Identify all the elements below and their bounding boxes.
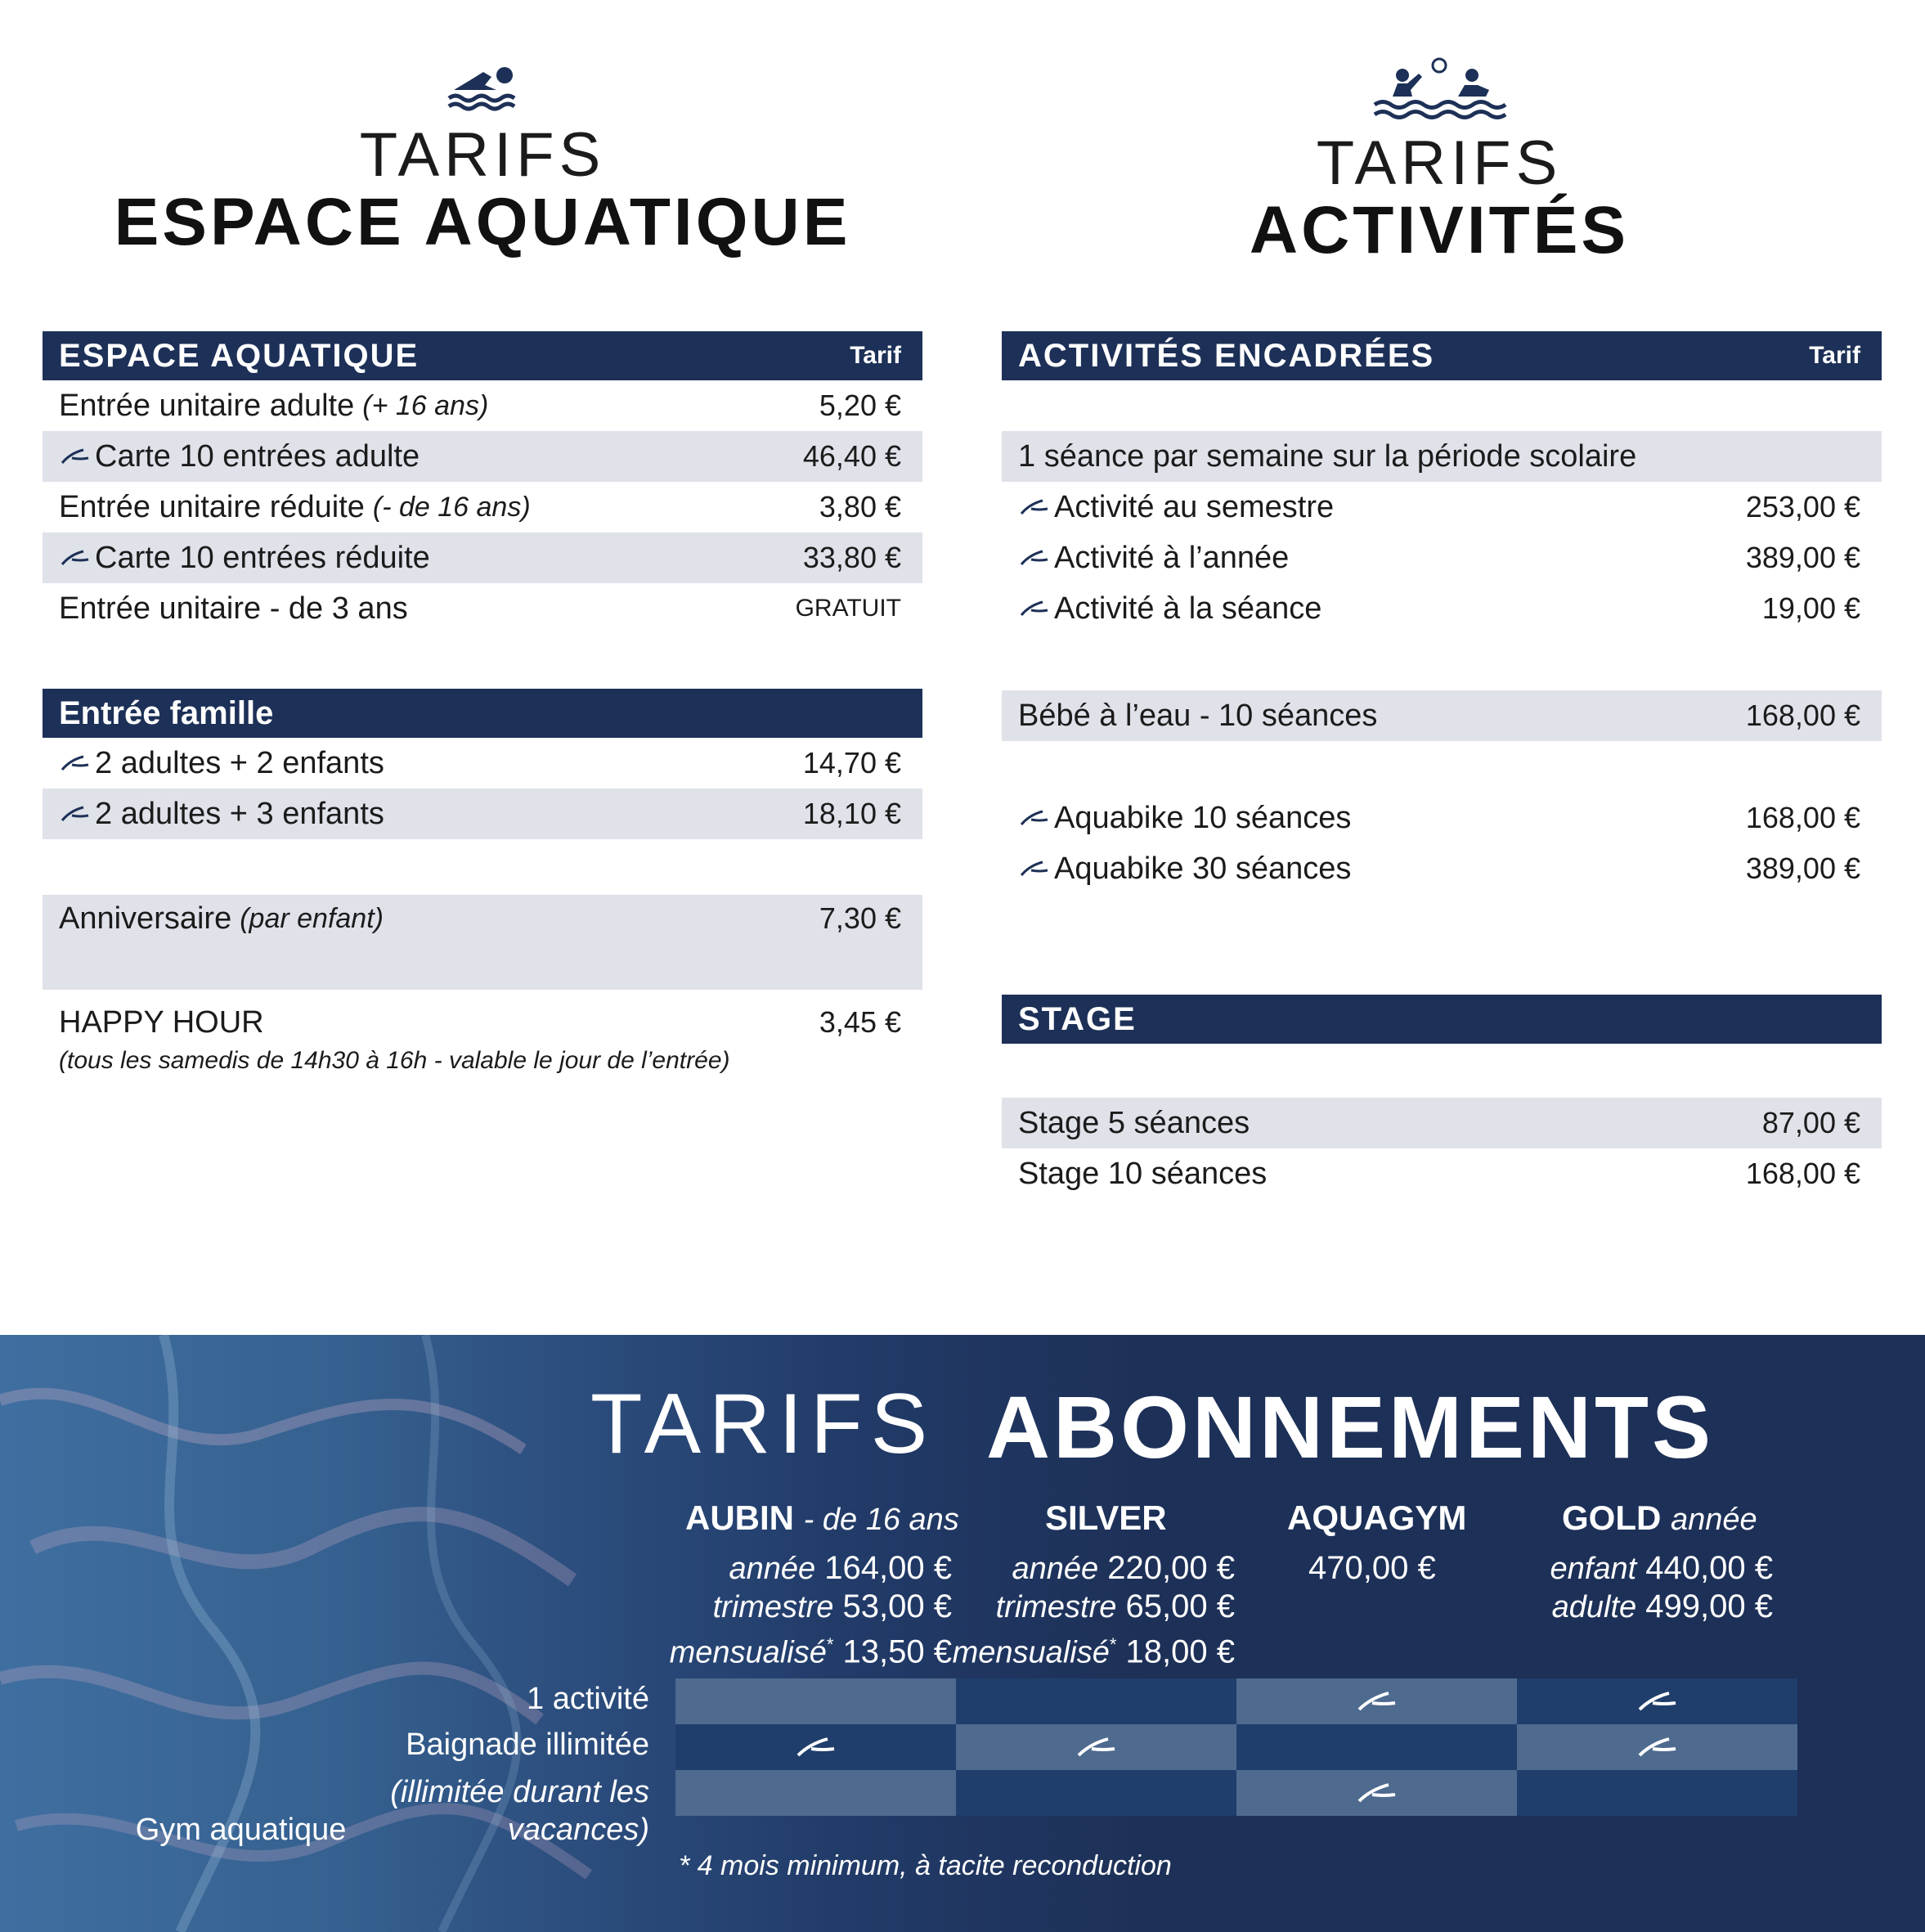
- tarif-label: Tarif: [1809, 342, 1860, 369]
- swimmer-icon: [446, 57, 519, 115]
- table-header: [1002, 995, 1882, 1044]
- checkmark-icon: [1075, 1736, 1118, 1759]
- plan-name: AQUAGYM: [1287, 1498, 1467, 1537]
- row-price: 87,00 €: [1761, 1106, 1860, 1139]
- feature-row: [675, 1724, 1797, 1770]
- feature-cell: [956, 1724, 1236, 1770]
- table-row: [1002, 532, 1882, 583]
- happy-hour-note: (tous les samedis de 14h30 à 16h - valable le jour de l’entrée): [59, 1047, 730, 1074]
- row-price: 3,80 €: [819, 490, 901, 523]
- table-row: [43, 738, 922, 789]
- price-period: mensualisé: [952, 1635, 1110, 1670]
- table-header: [43, 331, 922, 380]
- feature-note: (illimitée durant les vacances): [390, 1775, 649, 1847]
- water-polo-icon: [1370, 57, 1509, 123]
- row-label: Entrée unitaire adulte: [59, 388, 355, 423]
- activites-table: [1002, 331, 1882, 634]
- table-row: [1002, 690, 1882, 741]
- feature-label: Gym aquatique: [135, 1813, 347, 1847]
- row-label: Aquabike 30 séances: [1054, 851, 1352, 886]
- plan-silver-header: [1045, 1498, 1167, 1538]
- row-label: Aquabike 10 séances: [1054, 800, 1352, 835]
- right-title-thin: TARIFS: [1316, 128, 1563, 198]
- price-value: 499,00 €: [1645, 1588, 1773, 1624]
- feature-cell: [675, 1678, 956, 1724]
- table-row: [43, 482, 922, 532]
- feature-cell: [1517, 1678, 1797, 1724]
- row-price: 18,10 €: [802, 797, 901, 830]
- row-note: (+ 16 ans): [362, 389, 489, 421]
- table-row: [43, 380, 922, 431]
- table-row: [1002, 1148, 1882, 1199]
- row-price: 19,00 €: [1761, 591, 1860, 625]
- row-price: 168,00 €: [1745, 699, 1860, 732]
- table-row: [1002, 843, 1882, 894]
- table-row: [43, 532, 922, 583]
- row-price: 14,70 €: [802, 746, 901, 780]
- row-label: Activité à l’année: [1054, 540, 1290, 575]
- row-label: Stage 5 séances: [1018, 1105, 1250, 1140]
- feature-row: [675, 1770, 1797, 1816]
- table-row: [43, 431, 922, 482]
- row-price: 168,00 €: [1745, 801, 1860, 834]
- row-label: 2 adultes + 3 enfants: [95, 796, 384, 831]
- row-label: Carte 10 entrées réduite: [95, 540, 430, 575]
- row-price: 168,00 €: [1745, 1157, 1860, 1190]
- plan-name: SILVER: [1045, 1498, 1167, 1537]
- row-label: Carte 10 entrées adulte: [95, 438, 420, 474]
- feature-cell: [956, 1678, 1236, 1724]
- table-row: [43, 789, 922, 839]
- checkmark-icon: [1018, 859, 1051, 878]
- happy-hour-block: [43, 998, 922, 1075]
- price-value: 53,00 €: [842, 1588, 952, 1624]
- plan-silver-prices: [953, 1549, 1235, 1671]
- feature-cell: [1236, 1678, 1517, 1724]
- row-label: Anniversaire: [59, 901, 232, 936]
- row-price: GRATUIT: [795, 595, 901, 622]
- plan-aquagym-header: [1287, 1498, 1466, 1538]
- feature-cell: [675, 1724, 956, 1770]
- table-header-title: ACTIVITÉS ENCADRÉES: [1018, 337, 1435, 374]
- price-value: 470,00 €: [1308, 1550, 1436, 1586]
- table-header: [1002, 331, 1882, 380]
- price-value: 18,00 €: [1125, 1633, 1235, 1670]
- table-row: [1002, 482, 1882, 532]
- price-value: 220,00 €: [1107, 1550, 1235, 1586]
- price-value: 164,00 €: [824, 1550, 952, 1586]
- row-price: 253,00 €: [1745, 490, 1860, 523]
- feature-label-1: [527, 1682, 649, 1717]
- row-label: Entrée unitaire - de 3 ans: [59, 591, 408, 626]
- table-row: [43, 583, 922, 634]
- price-value: 440,00 €: [1645, 1550, 1773, 1586]
- row-price: 7,30 €: [819, 901, 901, 935]
- abonnements-title-thin: TARIFS: [590, 1377, 936, 1471]
- table-header: [43, 689, 922, 738]
- row-label: Stage 10 séances: [1018, 1156, 1268, 1191]
- feature-grid: [675, 1678, 1797, 1816]
- stage-table: [1002, 995, 1882, 1199]
- footnote: * 4 mois minimum, à tacite reconduction: [679, 1850, 1172, 1881]
- feature-cell: [1236, 1770, 1517, 1816]
- price-period: adulte: [1551, 1590, 1637, 1624]
- abonnements-title-bold: ABONNEMENTS: [986, 1377, 1715, 1476]
- plan-aquagym-prices: [1308, 1549, 1436, 1587]
- checkmark-icon: [1018, 497, 1051, 517]
- table-row: [43, 998, 922, 1047]
- checkmark-icon: [1636, 1736, 1679, 1759]
- row-label: Activité à la séance: [1054, 591, 1322, 626]
- table-header-title: STAGE: [1018, 1000, 1137, 1037]
- left-title-bold: ESPACE AQUATIQUE: [114, 185, 851, 259]
- row-price: 46,40 €: [802, 439, 901, 473]
- plan-gold-header: [1562, 1498, 1757, 1538]
- checkmark-icon: [1636, 1690, 1679, 1713]
- right-title-bold: ACTIVITÉS: [1249, 193, 1630, 267]
- row-price: 33,80 €: [802, 541, 901, 574]
- feature-label-3: [136, 1773, 649, 1849]
- table-row: [1002, 431, 1882, 482]
- checkmark-icon: [59, 753, 92, 773]
- price-period: mensualisé: [669, 1635, 827, 1670]
- plan-aubin-prices: [670, 1549, 952, 1671]
- feature-cell: [675, 1770, 956, 1816]
- row-label: Bébé à l’eau - 10 séances: [1018, 698, 1378, 733]
- checkmark-icon: [795, 1736, 837, 1759]
- plan-name: AUBIN: [685, 1498, 794, 1537]
- price-period: année: [729, 1552, 816, 1586]
- feature-cell: [956, 1770, 1236, 1816]
- plan-aubin-header: [685, 1498, 959, 1538]
- asterisk: *: [826, 1634, 834, 1655]
- entree-famille-table: [43, 689, 922, 839]
- aquabike-block: [1002, 793, 1882, 894]
- feature-label: 1 activité: [527, 1682, 649, 1716]
- asterisk: *: [1109, 1634, 1117, 1655]
- checkmark-icon: [59, 804, 92, 824]
- abonnements-section: [0, 1335, 1925, 1932]
- price-period: trimestre: [995, 1590, 1117, 1624]
- feature-row: [675, 1678, 1797, 1724]
- left-heading: [49, 57, 916, 257]
- checkmark-icon: [1018, 548, 1051, 568]
- row-price: 5,20 €: [819, 389, 901, 422]
- checkmark-icon: [59, 447, 92, 466]
- price-value: 13,50 €: [842, 1633, 952, 1670]
- table-row: [1002, 793, 1882, 843]
- checkmark-icon: [1018, 599, 1051, 618]
- plan-name: GOLD: [1562, 1498, 1662, 1537]
- row-label: Entrée unitaire réduite: [59, 489, 365, 524]
- feature-cell: [1517, 1724, 1797, 1770]
- checkmark-icon: [1356, 1781, 1398, 1804]
- table-header-title: Entrée famille: [59, 694, 274, 731]
- plan-suffix: - de 16 ans: [803, 1503, 959, 1537]
- table-row: [43, 895, 922, 990]
- price-period: année: [1012, 1552, 1099, 1586]
- right-heading: [1006, 57, 1873, 265]
- feature-label: Baignade illimitée: [406, 1728, 649, 1762]
- feature-label-2: [406, 1728, 649, 1763]
- left-title-thin: TARIFS: [359, 120, 606, 190]
- table-header-title: ESPACE AQUATIQUE: [59, 337, 420, 374]
- bebe-block: [1002, 690, 1882, 741]
- feature-cell: [1236, 1724, 1517, 1770]
- plan-suffix: année: [1671, 1503, 1757, 1537]
- row-price: 389,00 €: [1745, 851, 1860, 885]
- row-price: 3,45 €: [819, 1005, 901, 1039]
- price-value: 65,00 €: [1125, 1588, 1235, 1624]
- row-label: 2 adultes + 2 enfants: [95, 745, 384, 780]
- checkmark-icon: [1018, 808, 1051, 828]
- feature-cell: [1517, 1770, 1797, 1816]
- anniversaire-block: [43, 895, 922, 990]
- tarif-label: Tarif: [850, 342, 901, 369]
- row-label: 1 séance par semaine sur la période scolaire: [1018, 438, 1637, 474]
- checkmark-icon: [1356, 1690, 1398, 1713]
- row-label: HAPPY HOUR: [59, 1004, 264, 1040]
- table-row: [1002, 583, 1882, 634]
- checkmark-icon: [59, 548, 92, 568]
- price-period: trimestre: [712, 1590, 834, 1624]
- row-label: Activité au semestre: [1054, 489, 1335, 524]
- row-price: 389,00 €: [1745, 541, 1860, 574]
- table-row: [1002, 1098, 1882, 1148]
- row-note: (- de 16 ans): [372, 491, 531, 523]
- plan-gold-prices: [1550, 1549, 1773, 1626]
- price-period: enfant: [1550, 1552, 1637, 1586]
- row-note: (par enfant): [240, 903, 384, 934]
- espace-aquatique-table: [43, 331, 922, 634]
